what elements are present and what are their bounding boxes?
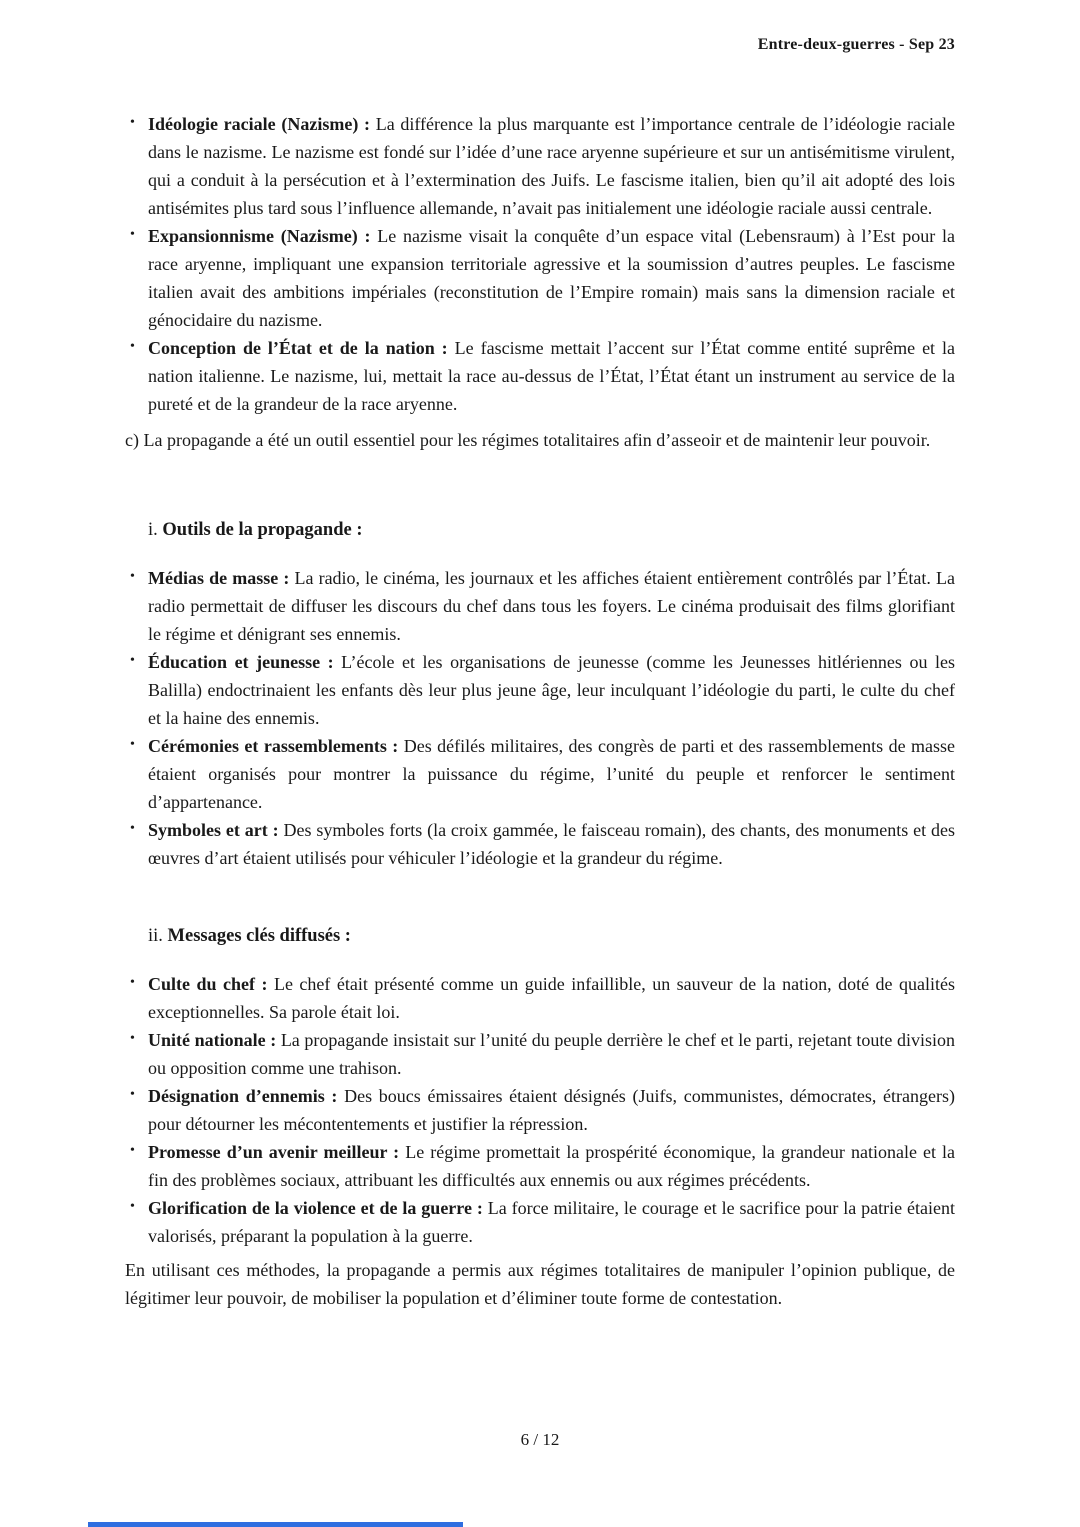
bullet-icon: • bbox=[130, 737, 135, 752]
section-heading-messages bbox=[125, 922, 955, 950]
bullet-label: Médias de masse : bbox=[148, 568, 290, 588]
bullet-icon: • bbox=[130, 1087, 135, 1102]
bullet-icon: • bbox=[130, 653, 135, 668]
bottom-blue-bar bbox=[88, 1522, 463, 1527]
list-item bbox=[125, 1138, 955, 1194]
bullet-label: Désignation d’ennemis : bbox=[148, 1086, 338, 1106]
bullet-icon: • bbox=[130, 569, 135, 584]
bullet-text: Le chef était présenté comme un guide infaillible, un sauveur de la nation, doté de qualités exceptionnelles. Sa parole était loi. bbox=[148, 974, 956, 1022]
list-item bbox=[125, 222, 955, 334]
bullet-icon: • bbox=[130, 339, 135, 354]
list-item bbox=[125, 1194, 955, 1250]
list-item bbox=[125, 564, 955, 648]
document-body bbox=[125, 110, 955, 1312]
list-item bbox=[125, 648, 955, 732]
bullet-icon: • bbox=[130, 821, 135, 836]
bullet-icon: • bbox=[130, 1031, 135, 1046]
bullet-text: La radio, le cinéma, les journaux et les affiches étaient entièrement contrôlés par l’État. La radio permettait de diffuser les discours du chef dans tous les foyers. Le cinéma produisait des films glorifiant le régime et dénigrant ses ennemis. bbox=[148, 568, 956, 644]
list-item bbox=[125, 110, 955, 222]
list-item bbox=[125, 1082, 955, 1138]
bullet-label: Unité nationale : bbox=[148, 1030, 277, 1050]
heading-title: Messages clés diffusés : bbox=[167, 926, 351, 946]
list-item bbox=[125, 334, 955, 418]
list-item bbox=[125, 1026, 955, 1082]
heading-numeral: i. bbox=[148, 520, 158, 540]
bullet-label: Éducation et jeunesse : bbox=[148, 652, 334, 672]
bullet-label: Expansionnisme (Nazisme) : bbox=[148, 226, 371, 246]
bullet-icon: • bbox=[130, 1199, 135, 1214]
bullet-text: L’école et les organisations de jeunesse (comme les Jeunesses hitlériennes ou les Balilla) endoctrinaient les enfants dès leur plus jeune âge, leur inculquant l’idéologie du parti, le culte du chef et la haine des ennemis. bbox=[148, 652, 955, 728]
list-item bbox=[125, 970, 955, 1026]
closing-paragraph: En utilisant ces méthodes, la propagande a permis aux régimes totalitaires de manipuler l’opinion publique, de légitimer leur pouvoir, de mobiliser la population et d’éliminer toute forme de contestation. bbox=[125, 1260, 955, 1308]
bullet-label: Idéologie raciale (Nazisme) : bbox=[148, 114, 370, 134]
comparison-bullet-list bbox=[125, 110, 955, 418]
bullet-icon: • bbox=[130, 115, 135, 130]
bullet-text: Des symboles forts (la croix gammée, le faisceau romain), des chants, des monuments et des œuvres d’art étaient utilisés pour véhiculer l’idéologie et la grandeur du régime. bbox=[148, 820, 955, 868]
bullet-icon: • bbox=[130, 1143, 135, 1158]
messages-bullet-list bbox=[125, 970, 955, 1250]
bullet-text: La force militaire, le courage et le sacrifice pour la patrie étaient valorisés, préparant la population à la guerre. bbox=[148, 1198, 956, 1246]
list-item bbox=[125, 732, 955, 816]
page-header-title: Entre-deux-guerres - Sep 23 bbox=[757, 36, 955, 53]
bullet-text: Le régime promettait la prospérité économique, la grandeur nationale et la fin des problèmes sociaux, attribuant les difficultés aux ennemis ou aux régimes précédents. bbox=[148, 1142, 956, 1190]
bullet-label: Promesse d’un avenir meilleur : bbox=[148, 1142, 400, 1162]
bullet-text: La propagande insistait sur l’unité du peuple derrière le chef et le parti, rejetant toute division ou opposition comme une trahison. bbox=[148, 1030, 956, 1078]
bullet-text: Des défilés militaires, des congrès de parti et des rassemblements de masse étaient organisés pour montrer la puissance du régime, l’unité du peuple et renforcer le sentiment d’appartenance. bbox=[148, 736, 956, 812]
bullet-label: Symboles et art : bbox=[148, 820, 279, 840]
bullet-label: Conception de l’État et de la nation : bbox=[148, 338, 448, 358]
bullet-icon: • bbox=[130, 227, 135, 242]
paragraph-c: c) La propagande a été un outil essentiel pour les régimes totalitaires afin d’asseoir et de maintenir leur pouvoir. bbox=[125, 430, 931, 450]
section-heading-outils bbox=[125, 516, 955, 544]
bullet-text: Le fascisme mettait l’accent sur l’État comme entité suprême et la nation italienne. Le nazisme, lui, mettait la race au-dessus de l’État, l’État étant un instrument au service de la pureté et de la grandeur de la race aryenne. bbox=[148, 338, 956, 414]
bullet-label: Culte du chef : bbox=[148, 974, 268, 994]
list-item bbox=[125, 816, 955, 872]
bullet-text: La différence la plus marquante est l’importance centrale de l’idéologie raciale dans le nazisme. Le nazisme est fondé sur l’idée d’une race aryenne supérieure et sur un antisémitisme virulent, qui a conduit à la persécution et à l’extermination des Juifs. Le fascisme italien, bien qu’il ait adopté des lois antisémites plus tard sous l’influence allemande, n’avait pas initialement une idéologie raciale aussi centrale. bbox=[148, 114, 955, 218]
outils-bullet-list bbox=[125, 564, 955, 872]
page-number: 6 / 12 bbox=[520, 1430, 560, 1449]
heading-title: Outils de la propagande : bbox=[162, 520, 363, 540]
bullet-label: Glorification de la violence et de la guerre : bbox=[148, 1198, 483, 1218]
bullet-text: Le nazisme visait la conquête d’un espace vital (Lebensraum) à l’Est pour la race aryenne, impliquant une expansion territoriale agressive et la soumission d’autres peuples. Le fascisme italien avait des ambitions impériales (reconstitution de l’Empire romain) mais sans la dimension raciale et génocidaire du nazisme. bbox=[148, 226, 955, 330]
heading-numeral: ii. bbox=[148, 926, 163, 946]
bullet-label: Cérémonies et rassemblements : bbox=[148, 736, 399, 756]
bullet-text: Des boucs émissaires étaient désignés (Juifs, communistes, démocrates, étrangers) pour détourner les mécontentements et justifier la répression. bbox=[148, 1086, 955, 1134]
bullet-icon: • bbox=[130, 975, 135, 990]
